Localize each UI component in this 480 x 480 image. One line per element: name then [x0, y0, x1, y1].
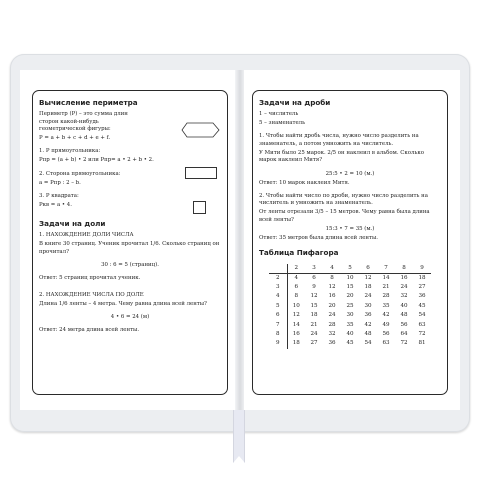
find-share-calculation: 30 : 6 = 5 (страниц). — [101, 261, 159, 268]
table-cell — [269, 264, 287, 273]
table-cell: 4 — [269, 292, 287, 301]
table-cell: 21 — [382, 283, 390, 290]
find-number-answer: Ответ: 24 метра длина всей ленты. — [39, 327, 140, 334]
rectangle-perimeter-formula: Pпр = (a + b) • 2 или Pпр= a • 2 + b • 2. — [39, 157, 154, 164]
table-cell: 48 — [364, 330, 372, 337]
table-cell: 18 — [418, 274, 426, 281]
table-cell: 9 — [269, 339, 287, 348]
table-cell: 49 — [382, 321, 390, 328]
bookmark-ribbon — [233, 405, 245, 463]
table-cell: 45 — [418, 302, 426, 309]
table-cell: 36 — [328, 340, 336, 347]
find-share-answer: Ответ: 5 страниц прочитал ученик. — [39, 274, 141, 281]
table-cell: 21 — [310, 321, 318, 328]
find-share-title: 1. НАХОЖДЕНИЕ ДОЛИ ЧИСЛА — [39, 231, 134, 238]
table-cell: 6 — [269, 311, 287, 320]
table-cell: 14 — [382, 274, 390, 281]
table-cell: 35 — [382, 302, 390, 309]
table-cell: 12 — [310, 293, 318, 300]
table-cell: 3 — [305, 264, 323, 273]
table-row — [269, 321, 431, 330]
table-cell: 10 — [346, 274, 354, 281]
table-cell: 30 — [364, 302, 372, 309]
numerator-legend: 1 – числитель — [259, 111, 299, 117]
table-cell: 27 — [310, 340, 318, 347]
table-row — [269, 311, 431, 320]
table-cell: 12 — [292, 312, 300, 319]
table-cell: 18 — [364, 283, 372, 290]
rectangle-figure — [185, 167, 217, 179]
square-perimeter-formula: Pкв = a • 4. — [39, 201, 72, 208]
table-cell: 54 — [364, 340, 372, 347]
table-cell: 24 — [310, 330, 318, 337]
table-cell: 16 — [292, 330, 300, 337]
table-cell: 5 — [269, 302, 287, 311]
fraction-problem-one: У Мити было 25 марок. 2/5 он наклеил в альбом. Сколько марок наклеил Митя? — [259, 149, 425, 164]
table-cell: 8 — [294, 293, 299, 300]
table-cell: 27 — [418, 283, 426, 290]
table-cell: 18 — [292, 340, 300, 347]
left-page-content — [39, 98, 221, 388]
table-cell: 8 — [269, 330, 287, 339]
table-cell: 32 — [328, 330, 336, 337]
table-cell: 63 — [418, 321, 426, 328]
table-cell: 16 — [328, 293, 336, 300]
table-cell: 28 — [382, 293, 390, 300]
find-number-problem: Длина 1/6 ленты – 4 метра. Чему равна длина всей ленты? — [39, 301, 207, 307]
perimeter-title: Вычисление периметра — [39, 98, 138, 107]
fraction-calculation-one: 25:5 • 2 = 10 (м.) — [325, 170, 375, 177]
fraction-rule-two: 2. Чтобы найти число по дроби, нужно число разделить на числитель и умножить на знаменатель. — [259, 192, 428, 207]
table-row — [269, 330, 431, 339]
table-cell: 5 — [341, 264, 359, 273]
table-cell: 42 — [364, 321, 372, 328]
shares-title: Задачи на доли — [39, 218, 106, 228]
table-cell: 36 — [364, 312, 372, 319]
table-cell: 64 — [400, 330, 408, 337]
table-cell: 9 — [312, 283, 316, 290]
table-cell: 48 — [400, 312, 408, 319]
fraction-problem-two: От ленты отрезали 3/5 – 15 метров. Чему равна была длина всей ленты? — [259, 209, 430, 224]
table-cell: 32 — [400, 293, 408, 300]
table-cell: 15 — [310, 302, 318, 309]
hexagon-figure — [181, 121, 221, 139]
table-cell: 20 — [346, 293, 354, 300]
table-cell: 7 — [377, 264, 395, 273]
table-cell: 72 — [400, 340, 408, 347]
fraction-answer-two: Ответ: 35 метров была длина всей ленты. — [259, 235, 379, 242]
table-cell: 8 — [395, 264, 413, 273]
table-cell: 63 — [382, 340, 390, 347]
table-cell: 15 — [346, 283, 354, 290]
table-cell: 42 — [382, 312, 390, 319]
table-cell: 6 — [359, 264, 377, 273]
table-cell: 40 — [400, 302, 408, 309]
table-cell: 72 — [418, 330, 426, 337]
table-cell: 81 — [418, 340, 426, 347]
table-cell: 4 — [294, 274, 299, 281]
square-perimeter-title: 3. Р квадрата: — [39, 192, 79, 199]
table-cell: 28 — [328, 321, 336, 328]
perimeter-definition: Периметр (Р) – это сумма длин сторон какой-нибудь геометрической фигуры: — [39, 111, 128, 133]
table-cell: 25 — [346, 302, 354, 309]
table-row — [269, 274, 431, 283]
square-figure — [193, 201, 206, 214]
pythagoras-table-title: Таблица Пифагора — [259, 248, 339, 258]
table-cell: 56 — [400, 321, 408, 328]
rectangle-side-formula: a = Pпр : 2 – b. — [39, 179, 81, 186]
table-cell: 2 — [269, 274, 287, 283]
table-cell: 8 — [330, 274, 334, 281]
table-cell: 2 — [287, 264, 305, 273]
fractions-title: Задачи на дроби — [259, 98, 331, 107]
right-page — [244, 70, 460, 410]
table-cell: 16 — [400, 274, 408, 281]
left-page — [20, 70, 236, 410]
rectangle-side-title: 2. Сторона прямоугольника: — [39, 170, 121, 177]
find-number-calculation: 4 • 6 = 24 (м) — [110, 314, 150, 321]
fraction-calculation-two: 15:3 • 7 = 35 (м.) — [325, 226, 375, 233]
table-cell: 4 — [323, 264, 341, 273]
table-cell: 24 — [400, 283, 408, 290]
fraction-answer-one: Ответ: 10 марок наклеил Митя. — [259, 179, 350, 186]
table-cell: 56 — [382, 330, 390, 337]
table-cell: 54 — [418, 312, 426, 319]
table-cell: 6 — [312, 274, 316, 281]
left-page-frame — [32, 90, 228, 395]
pythagoras-table — [269, 264, 431, 349]
table-row — [269, 339, 431, 348]
fraction-rule-one: 1. Чтобы найти дробь числа, нужно число разделить на знаменатель, а потом умножить на числитель. — [259, 133, 419, 147]
table-cell: 7 — [269, 321, 287, 330]
table-cell: 45 — [346, 340, 354, 347]
table-row — [269, 292, 431, 301]
table-cell: 36 — [418, 293, 426, 300]
table-row — [269, 302, 431, 311]
table-cell: 12 — [328, 283, 336, 290]
find-number-title: 2. НАХОЖДЕНИЕ ЧИСЛА ПО ДОЛЕ — [39, 291, 144, 298]
table-cell: 30 — [346, 312, 354, 319]
table-cell: 24 — [364, 293, 372, 300]
denominator-legend: 5 – знаменатель — [259, 120, 306, 127]
right-page-frame — [252, 90, 448, 395]
right-page-content — [259, 98, 441, 388]
table-cell: 12 — [364, 274, 372, 281]
rectangle-perimeter-title: 1. Р прямоугольника: — [39, 148, 101, 155]
table-cell: 6 — [294, 283, 299, 290]
table-cell: 3 — [269, 283, 287, 292]
table-cell: 40 — [346, 330, 354, 337]
table-header-row — [269, 264, 431, 273]
find-share-problem: В книге 30 страниц. Ученик прочитал 1/6. Сколько страниц он прочитал? — [39, 241, 220, 255]
table-cell: 18 — [310, 312, 318, 319]
table-cell: 10 — [292, 302, 300, 309]
perimeter-formula: P = a + b + c + d + e + f. — [39, 135, 111, 142]
table-cell: 20 — [328, 302, 336, 309]
table-row — [269, 283, 431, 292]
table-cell: 9 — [413, 264, 431, 273]
table-cell: 35 — [346, 321, 354, 328]
table-cell: 24 — [328, 312, 336, 319]
table-cell: 14 — [292, 321, 300, 328]
